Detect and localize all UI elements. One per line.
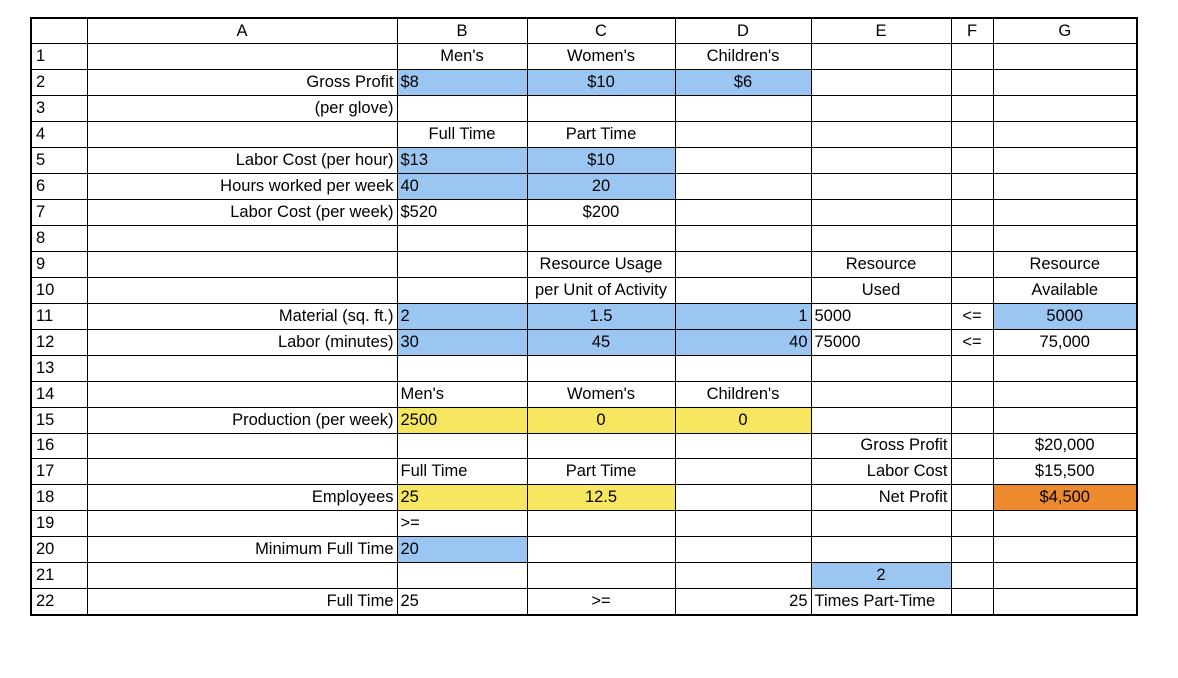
cell-f7[interactable] <box>951 200 993 226</box>
column-header-e[interactable]: E <box>811 18 951 44</box>
sheet-row <box>31 563 1137 589</box>
cell-d3[interactable] <box>675 96 811 122</box>
cell-g10[interactable]: Available <box>993 277 1137 303</box>
cell-c6[interactable]: 20 <box>527 174 675 200</box>
cell-c22[interactable]: >= <box>527 589 675 615</box>
cell-f2[interactable] <box>951 70 993 96</box>
cell-c4[interactable]: Part Time <box>527 122 675 148</box>
sheet-row <box>31 407 1137 433</box>
cell-g19[interactable] <box>993 511 1137 537</box>
cell-e18[interactable]: Net Profit <box>811 485 951 511</box>
row-header[interactable]: 21 <box>31 563 87 589</box>
sheet-row <box>31 485 1137 511</box>
cell-f8[interactable] <box>951 226 993 252</box>
cell-c19[interactable] <box>527 511 675 537</box>
cell-c2[interactable]: $10 <box>527 70 675 96</box>
cell-a11[interactable]: Material (sq. ft.) <box>87 303 397 329</box>
cell-d1[interactable]: Children's <box>675 44 811 70</box>
cell-c1[interactable]: Women's <box>527 44 675 70</box>
cell-b20[interactable]: 20 <box>397 537 527 563</box>
cell-b6[interactable]: 40 <box>397 174 527 200</box>
cell-b7[interactable]: $520 <box>397 200 527 226</box>
cell-b10[interactable] <box>397 277 527 303</box>
cell-d10[interactable] <box>675 277 811 303</box>
cell-b3[interactable] <box>397 96 527 122</box>
row-header[interactable]: 18 <box>31 485 87 511</box>
row-header[interactable]: 10 <box>31 277 87 303</box>
cell-d17[interactable] <box>675 459 811 485</box>
row-header[interactable]: 8 <box>31 226 87 252</box>
column-header-c[interactable]: C <box>527 18 675 44</box>
sheet-row <box>31 303 1137 329</box>
cell-b8[interactable] <box>397 226 527 252</box>
row-header[interactable]: 11 <box>31 303 87 329</box>
cell-c14[interactable]: Women's <box>527 381 675 407</box>
cell-e10[interactable]: Used <box>811 277 951 303</box>
cell-d2[interactable]: $6 <box>675 70 811 96</box>
cell-b5[interactable]: $13 <box>397 148 527 174</box>
row-header[interactable]: 2 <box>31 70 87 96</box>
cell-e6[interactable] <box>811 174 951 200</box>
cell-c15[interactable]: 0 <box>527 407 675 433</box>
cell-c12[interactable]: 45 <box>527 329 675 355</box>
cell-f15[interactable] <box>951 407 993 433</box>
cell-a19[interactable] <box>87 511 397 537</box>
sheet-row <box>31 355 1137 381</box>
cell-g15[interactable] <box>993 407 1137 433</box>
cell-g9[interactable]: Resource <box>993 251 1137 277</box>
cell-f11[interactable]: <= <box>951 303 993 329</box>
cell-c17[interactable]: Part Time <box>527 459 675 485</box>
cell-g16[interactable]: $20,000 <box>993 433 1137 459</box>
cell-a10[interactable] <box>87 277 397 303</box>
cell-g21[interactable] <box>993 563 1137 589</box>
cell-e20[interactable] <box>811 537 951 563</box>
sheet-row <box>31 433 1137 459</box>
column-header-row <box>31 18 1137 44</box>
sheet-row <box>31 122 1137 148</box>
sheet-row <box>31 174 1137 200</box>
row-header[interactable]: 1 <box>31 44 87 70</box>
sheet-row <box>31 44 1137 70</box>
cell-c16[interactable] <box>527 433 675 459</box>
column-header-a[interactable]: A <box>87 18 397 44</box>
cell-e16[interactable]: Gross Profit <box>811 433 951 459</box>
cell-c20[interactable] <box>527 537 675 563</box>
cell-g11[interactable]: 5000 <box>993 303 1137 329</box>
cell-d9[interactable] <box>675 251 811 277</box>
cell-a18[interactable]: Employees <box>87 485 397 511</box>
cell-e2[interactable] <box>811 70 951 96</box>
cell-g6[interactable] <box>993 174 1137 200</box>
cell-b15[interactable]: 2500 <box>397 407 527 433</box>
cell-e11[interactable]: 5000 <box>811 303 951 329</box>
cell-c5[interactable]: $10 <box>527 148 675 174</box>
cell-d20[interactable] <box>675 537 811 563</box>
cell-b4[interactable]: Full Time <box>397 122 527 148</box>
sheet-row <box>31 537 1137 563</box>
cell-e1[interactable] <box>811 44 951 70</box>
cell-g13[interactable] <box>993 355 1137 381</box>
sheet-row <box>31 459 1137 485</box>
cell-f14[interactable] <box>951 381 993 407</box>
cell-b11[interactable]: 2 <box>397 303 527 329</box>
cell-b12[interactable]: 30 <box>397 329 527 355</box>
cell-a5[interactable]: Labor Cost (per hour) <box>87 148 397 174</box>
cell-a4[interactable] <box>87 122 397 148</box>
cell-g17[interactable]: $15,500 <box>993 459 1137 485</box>
row-header[interactable]: 6 <box>31 174 87 200</box>
row-header[interactable]: 9 <box>31 251 87 277</box>
cell-b21[interactable] <box>397 563 527 589</box>
cell-b17[interactable]: Full Time <box>397 459 527 485</box>
cell-d14[interactable]: Children's <box>675 381 811 407</box>
cell-c3[interactable] <box>527 96 675 122</box>
row-header[interactable]: 17 <box>31 459 87 485</box>
cell-a16[interactable] <box>87 433 397 459</box>
cell-d12[interactable]: 40 <box>675 329 811 355</box>
cell-c11[interactable]: 1.5 <box>527 303 675 329</box>
cell-d7[interactable] <box>675 200 811 226</box>
column-header-d[interactable]: D <box>675 18 811 44</box>
cell-a20[interactable]: Minimum Full Time <box>87 537 397 563</box>
cell-e7[interactable] <box>811 200 951 226</box>
select-all-corner[interactable] <box>31 18 87 44</box>
cell-a7[interactable]: Labor Cost (per week) <box>87 200 397 226</box>
cell-a21[interactable] <box>87 563 397 589</box>
sheet-row <box>31 96 1137 122</box>
sheet-row <box>31 226 1137 252</box>
row-header[interactable]: 5 <box>31 148 87 174</box>
cell-d13[interactable] <box>675 355 811 381</box>
cell-a17[interactable] <box>87 459 397 485</box>
row-header[interactable]: 3 <box>31 96 87 122</box>
cell-g4[interactable] <box>993 122 1137 148</box>
row-header[interactable]: 7 <box>31 200 87 226</box>
cell-b16[interactable] <box>397 433 527 459</box>
cell-b9[interactable] <box>397 251 527 277</box>
cell-d4[interactable] <box>675 122 811 148</box>
cell-c7[interactable]: $200 <box>527 200 675 226</box>
cell-g7[interactable] <box>993 200 1137 226</box>
cell-g22[interactable] <box>993 589 1137 615</box>
cell-g18[interactable]: $4,500 <box>993 485 1137 511</box>
cell-f20[interactable] <box>951 537 993 563</box>
cell-d19[interactable] <box>675 511 811 537</box>
sheet-row <box>31 70 1137 96</box>
cell-b14[interactable]: Men's <box>397 381 527 407</box>
cell-c13[interactable] <box>527 355 675 381</box>
cell-d15[interactable]: 0 <box>675 407 811 433</box>
cell-e9[interactable]: Resource <box>811 251 951 277</box>
cell-g2[interactable] <box>993 70 1137 96</box>
cell-f13[interactable] <box>951 355 993 381</box>
cell-b19[interactable]: >= <box>397 511 527 537</box>
cell-g3[interactable] <box>993 96 1137 122</box>
cell-a8[interactable] <box>87 226 397 252</box>
cell-g14[interactable] <box>993 381 1137 407</box>
cell-e17[interactable]: Labor Cost <box>811 459 951 485</box>
spreadsheet-grid <box>30 17 1138 616</box>
cell-g20[interactable] <box>993 537 1137 563</box>
cell-e8[interactable] <box>811 226 951 252</box>
cell-f9[interactable] <box>951 251 993 277</box>
sheet-row <box>31 277 1137 303</box>
cell-f18[interactable] <box>951 485 993 511</box>
sheet-row <box>31 511 1137 537</box>
cell-d21[interactable] <box>675 563 811 589</box>
cell-e12[interactable]: 75000 <box>811 329 951 355</box>
cell-a9[interactable] <box>87 251 397 277</box>
cell-g8[interactable] <box>993 226 1137 252</box>
cell-f16[interactable] <box>951 433 993 459</box>
cell-f1[interactable] <box>951 44 993 70</box>
sheet-row <box>31 251 1137 277</box>
sheet-row <box>31 589 1137 615</box>
row-header[interactable]: 12 <box>31 329 87 355</box>
cell-a12[interactable]: Labor (minutes) <box>87 329 397 355</box>
cell-e5[interactable] <box>811 148 951 174</box>
cell-e15[interactable] <box>811 407 951 433</box>
cell-f6[interactable] <box>951 174 993 200</box>
sheet-row <box>31 148 1137 174</box>
cell-e13[interactable] <box>811 355 951 381</box>
cell-a6[interactable]: Hours worked per week <box>87 174 397 200</box>
cell-d11[interactable]: 1 <box>675 303 811 329</box>
row-header[interactable]: 20 <box>31 537 87 563</box>
row-header[interactable]: 13 <box>31 355 87 381</box>
cell-g12[interactable]: 75,000 <box>993 329 1137 355</box>
row-header[interactable]: 14 <box>31 381 87 407</box>
row-header[interactable]: 15 <box>31 407 87 433</box>
cell-c9[interactable]: Resource Usage <box>527 251 675 277</box>
cell-a22[interactable]: Full Time <box>87 589 397 615</box>
row-header[interactable]: 22 <box>31 589 87 615</box>
cell-d8[interactable] <box>675 226 811 252</box>
column-header-g[interactable]: G <box>993 18 1137 44</box>
sheet-row <box>31 329 1137 355</box>
cell-e21[interactable]: 2 <box>811 563 951 589</box>
row-header[interactable]: 16 <box>31 433 87 459</box>
row-header[interactable]: 19 <box>31 511 87 537</box>
row-header[interactable]: 4 <box>31 122 87 148</box>
cell-b22[interactable]: 25 <box>397 589 527 615</box>
cell-b1[interactable]: Men's <box>397 44 527 70</box>
cell-e4[interactable] <box>811 122 951 148</box>
cell-c21[interactable] <box>527 563 675 589</box>
cell-c8[interactable] <box>527 226 675 252</box>
cell-d5[interactable] <box>675 148 811 174</box>
cell-g1[interactable] <box>993 44 1137 70</box>
cell-c10[interactable]: per Unit of Activity <box>527 277 675 303</box>
cell-f3[interactable] <box>951 96 993 122</box>
cell-d6[interactable] <box>675 174 811 200</box>
cell-b2[interactable]: $8 <box>397 70 527 96</box>
column-header-b[interactable]: B <box>397 18 527 44</box>
column-header-f[interactable]: F <box>951 18 993 44</box>
cell-a14[interactable] <box>87 381 397 407</box>
cell-g5[interactable] <box>993 148 1137 174</box>
cell-b18[interactable]: 25 <box>397 485 527 511</box>
cell-f17[interactable] <box>951 459 993 485</box>
sheet-row <box>31 200 1137 226</box>
cell-e3[interactable] <box>811 96 951 122</box>
sheet-row <box>31 381 1137 407</box>
cell-a1[interactable] <box>87 44 397 70</box>
cell-f5[interactable] <box>951 148 993 174</box>
cell-b13[interactable] <box>397 355 527 381</box>
cell-f21[interactable] <box>951 563 993 589</box>
cell-e14[interactable] <box>811 381 951 407</box>
cell-e22[interactable]: Times Part-Time <box>811 589 951 615</box>
cell-a3[interactable]: (per glove) <box>87 96 397 122</box>
cell-f10[interactable] <box>951 277 993 303</box>
cell-f22[interactable] <box>951 589 993 615</box>
cell-f4[interactable] <box>951 122 993 148</box>
cell-c18[interactable]: 12.5 <box>527 485 675 511</box>
cell-e19[interactable] <box>811 511 951 537</box>
cell-d22[interactable]: 25 <box>675 589 811 615</box>
cell-a2[interactable]: Gross Profit <box>87 70 397 96</box>
cell-a13[interactable] <box>87 355 397 381</box>
cell-f19[interactable] <box>951 511 993 537</box>
cell-d16[interactable] <box>675 433 811 459</box>
cell-a15[interactable]: Production (per week) <box>87 407 397 433</box>
cell-f12[interactable]: <= <box>951 329 993 355</box>
cell-d18[interactable] <box>675 485 811 511</box>
